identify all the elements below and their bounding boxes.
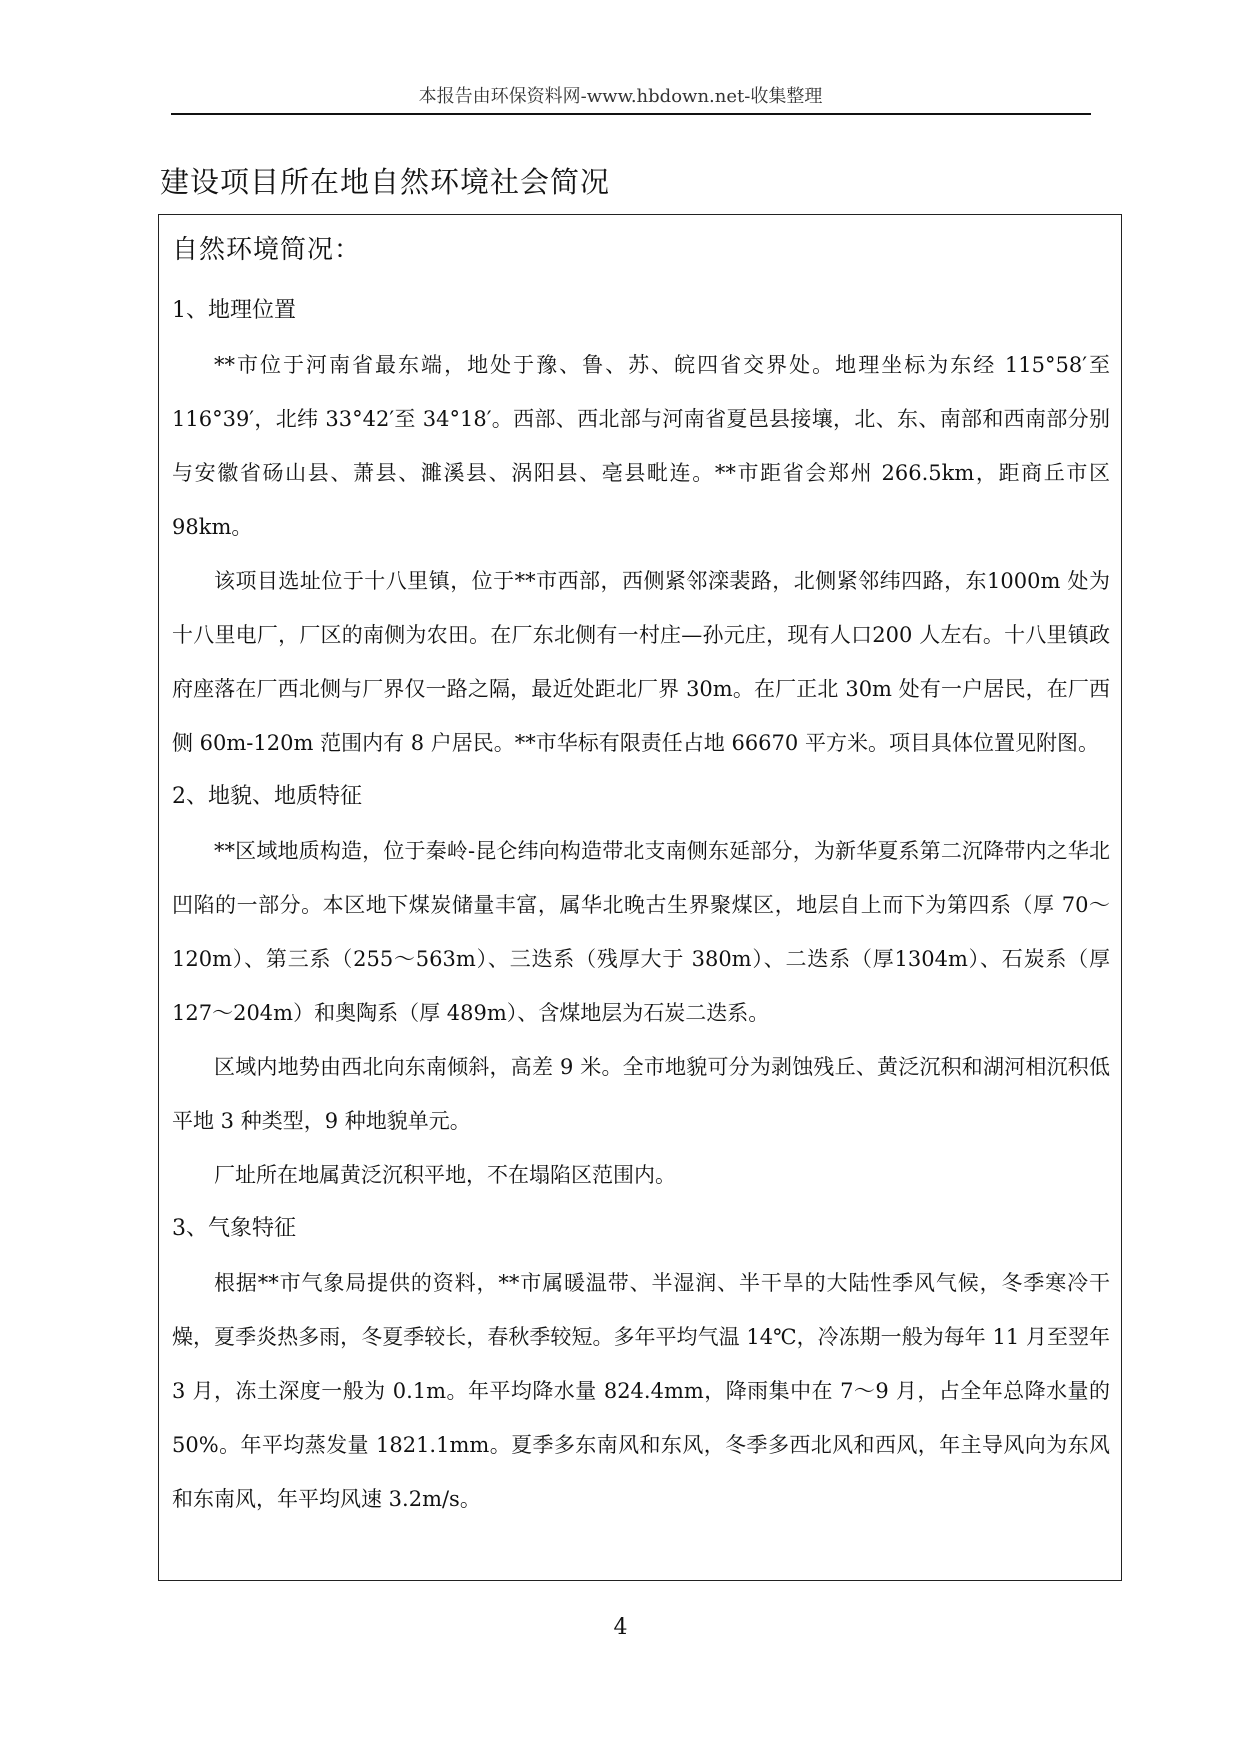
paragraph-climate: 根据**市气象局提供的资料，**市属暖温带、半湿润、半干旱的大陆性季风气候，冬季寒冷干燥，夏季炎热多雨，冬夏季较长，春秋季较短。多年平均气温 14℃，冷冻期一般为每年 11 月至翌年 3 月，冻土深度一般为 0.1m。年平均降水量 824.4mm，降雨集中在 7～9 月，占全年总降水量的 50%。年平均蒸发量 1821.1mm。夏季多东南风和东风，冬季多西北风和西风，年主导风向为东风和东南风，年平均风速 3.2m/s。 (172, 1271, 1110, 1511)
paragraph-location: **市位于河南省最东端，地处于豫、鲁、苏、皖四省交界处。地理坐标为东经 115°58′至 116°39′，北纬 33°42′至 34°18′。西部、西北部与河南省夏邑县接壤，北、东、南部和西南部分别与安徽省砀山县、萧县、濉溪县、涡阳县、亳县毗连。**市距省会郑州 266.5km，距商丘市区 98km。 (172, 353, 1110, 539)
content-box-inner (172, 229, 1110, 1526)
paragraph-site: 该项目选址位于十八里镇，位于**市西部，西侧紧邻滦裴路，北侧紧邻纬四路，东1000m 处为十八里电厂，厂区的南侧为农田。在厂东北侧有一村庄—孙元庄，现有人口200 人左右。十八里镇政府座落在厂西北侧与厂界仅一路之隔，最近处距北厂界 30m。在厂正北 30m 处有一户居民，在厂西侧 60m-120m 范围内有 8 户居民。**市华标有限责任占地 66670 平方米。项目具体位置见附图。 (172, 569, 1110, 755)
paragraph-terrain: 区域内地势由西北向东南倾斜，高差 9 米。全市地貌可分为剥蚀残丘、黄泛沉积和湖河相沉积低平地 3 种类型，9 种地貌单元。 (172, 1055, 1110, 1133)
heading-location: 1、地理位置 (172, 298, 296, 323)
page-number: 4 (613, 1615, 628, 1640)
box-title: 自然环境简况： (172, 235, 362, 265)
header-text: 本报告由环保资料网-www.hbdown.net-收集整理 (418, 86, 823, 107)
paragraph-geology: **区域地质构造，位于秦岭-昆仑纬向构造带北支南侧东延部分，为新华夏系第二沉降带内之华北凹陷的一部分。本区地下煤炭储量丰富，属华北晚古生界聚煤区，地层自上而下为第四系（厚 70～120m）、第三系（255～563m）、三迭系（残厚大于 380m）、二迭系（厚1304m）、石炭系（厚 127～204m）和奥陶系（厚 489m）、含煤地层为石炭二迭系。 (172, 839, 1110, 1025)
content-box (158, 214, 1122, 1581)
section-title: 建设项目所在地自然环境社会简况 (160, 165, 611, 199)
paragraph-site-terrain: 厂址所在地属黄泛沉积平地，不在塌陷区范围内。 (214, 1163, 676, 1187)
heading-climate: 3、气象特征 (172, 1216, 296, 1241)
header-rule (171, 113, 1091, 115)
heading-geology: 2、地貌、地质特征 (172, 784, 362, 809)
